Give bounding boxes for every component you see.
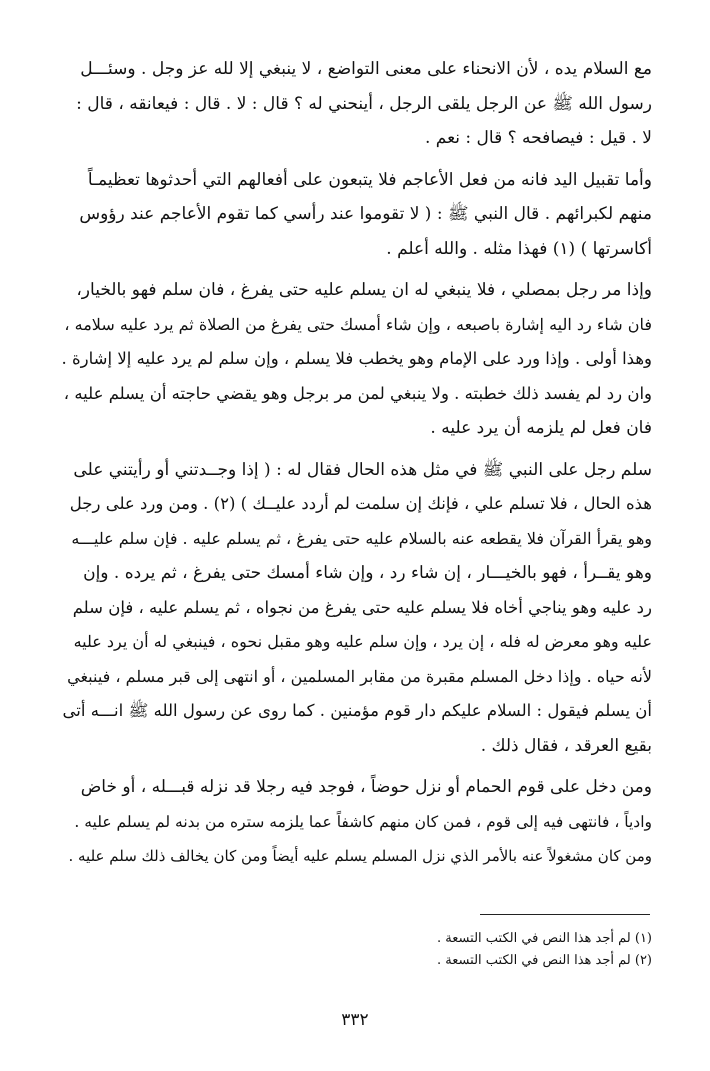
text-line: بقيع العرقد ، فقال ذلك .	[480, 735, 652, 756]
text-line: سلم رجل على النبي ﷺ في مثل هذه الحال فقال له : ( إذا وجــدتني أو رأيتني على	[73, 459, 652, 480]
text-line: وان رد لم يفسد ذلك خطبته . ولا ينبغي لمن مر برجل وهو يقضي حاجته أن يسلم عليه ،	[63, 383, 652, 403]
text-line: وهو يقــرأ ، فهو بالخيـــار ، إن شاء رد ، وإن شاء أمسك حتى يفرغ ، ثم يرده . وإن	[83, 563, 652, 583]
text-line: ومن دخل على قوم الحمام أو نزل حوضاً ، فوجد فيه رجلا قد نزله قبـــله ، أو خاض	[80, 777, 652, 797]
text-line: منهم لكبرائهم . قال النبي ﷺ : ( لا تقوموا عند رأسي كما تقوم الأعاجم عند رؤوس	[79, 204, 652, 224]
footnotes	[252, 928, 652, 972]
paragraph-3	[58, 273, 652, 446]
text-line: رد عليه وهو يناجي أخاه فلا يسلم عليه حتى يفرغ من نجواه ، ثم يسلم عليه ، فإن سلم	[72, 597, 652, 617]
page-number: ٣٣٢	[341, 1010, 369, 1030]
text-line: وادياً ، فانتهى فيه إلى قوم ، فمن كان منهم كاشفاً عما يلزمه ستره من بدنه لم يسلم عليه .	[74, 812, 652, 831]
text-line: وأما تقبيل اليد فانه من فعل الأعاجم فلا يتبعون على أفعالهم التي أحدثوها تعظيمـاً	[87, 169, 652, 190]
text-line: وإذا مر رجل بمصلي ، فلا ينبغي له ان يسلم عليه حتى يفرغ ، فان سلم فهو بالخيار،	[76, 280, 652, 300]
text-line: أن يسلم فيقول : السلام عليكم دار قوم مؤمنين . كما روى عن رسول الله ﷺ انـــه أتى	[62, 701, 652, 720]
text-line: لا . قيل : فيصافحه ؟ قال : نعم .	[424, 128, 652, 148]
text-line: وهذا أولى . وإذا ورد على الإمام وهو يخطب فلا يسلم ، وإن سلم لم يرد عليه إلا إشارة .	[61, 349, 652, 368]
footnote-1: (١) لم أجد هذا النص في الكتب التسعة .	[437, 931, 652, 946]
paragraph-1	[58, 52, 652, 156]
text-line: فان فعل لم يلزمه أن يرد عليه .	[430, 418, 652, 438]
text-line: وهو يقرأ القرآن فلا يقطعه عنه بالسلام عليه حتى يفرغ ، ثم يسلم عليه . فإن سلم عليـــه	[71, 528, 652, 548]
text-line: رسول الله ﷺ عن الرجل يلقى الرجل ، أينحني له ؟ قال : لا . قال : فيعانقه ، قال :	[76, 93, 652, 114]
footnote-divider	[480, 914, 650, 915]
text-line: فان شاء رد اليه إشارة باصبعه ، وإن شاء أمسك حتى يفرغ من الصلاة ثم يرد عليه سلامه ،	[64, 314, 652, 334]
text-line: أكاسرتها ) (١) فهذا مثله . والله أعلم .	[386, 238, 652, 259]
text-line: ومن كان مشغولاً عنه بالأمر الذي نزل المسلم يسلم عليه أيضاً ومن كان يخالف ذلك سلم عليه .	[68, 847, 652, 865]
text-line: هذه الحال ، فلا تسلم علي ، فإنك إن سلمت لم أردد عليــك ) (٢) . ومن ورد على رجل	[69, 494, 652, 513]
main-text	[58, 52, 652, 874]
footnote-2: (٢) لم أجد هذا النص في الكتب التسعة .	[437, 953, 652, 968]
paragraph-4	[58, 453, 652, 764]
paragraph-2	[58, 163, 652, 267]
text-line: لأنه حياه . وإذا دخل المسلم مقبرة من مقابر المسلمين ، أو انتهى إلى قبر مسلم ، فينبغي	[67, 666, 652, 686]
text-line: عليه وهو معرض له فله ، إن يرد ، وإن سلم عليه وهو مقبل نحوه ، فينبغي له أن يرد عليه	[73, 632, 652, 651]
paragraph-5	[58, 770, 652, 874]
text-line: مع السلام يده ، لأن الانحناء على معنى التواضع ، لا ينبغي إلا لله عز وجل . وسئـــل	[80, 59, 652, 79]
